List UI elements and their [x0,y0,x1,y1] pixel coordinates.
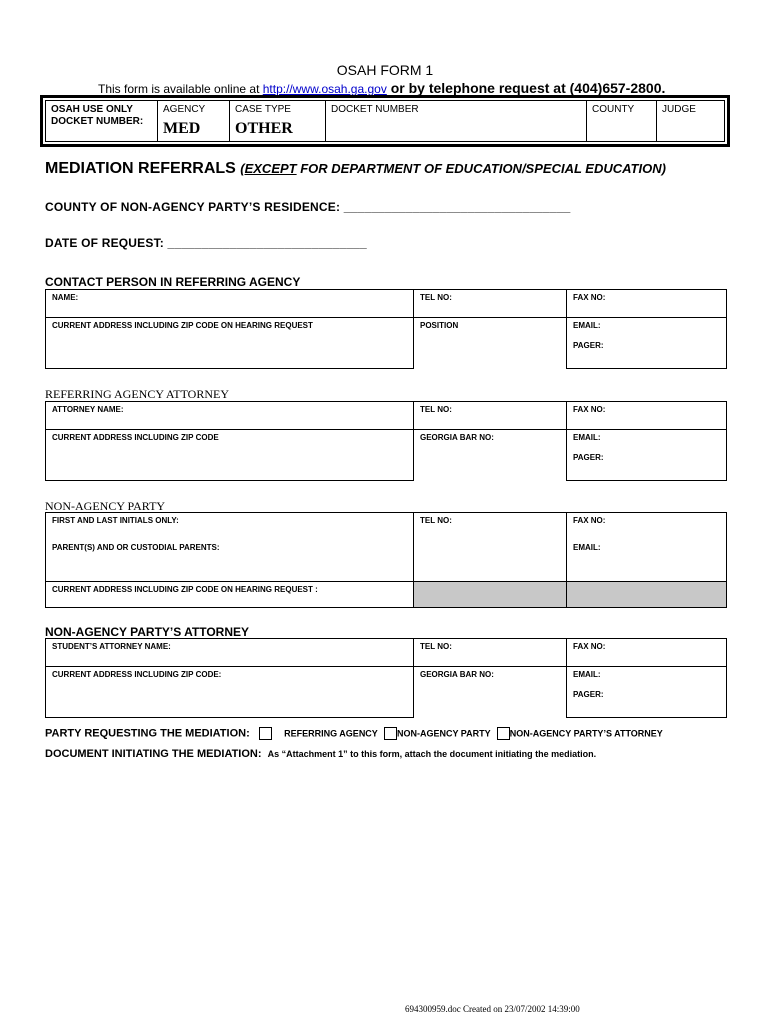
attorney-pager-label: PAGER: [573,453,604,462]
heading-rest: FOR DEPARTMENT OF EDUCATION/SPECIAL EDUCATION) [296,161,666,176]
case-type-cell [230,101,326,141]
document-footer: 694300959.doc Created on 23/07/2002 14:39:00 [405,1004,580,1014]
attorney-email-pager-field[interactable] [566,429,727,481]
agency-label: AGENCY [163,104,206,115]
date-of-request-field[interactable]: DATE OF REQUEST: _____________________________ [45,236,367,250]
non-agency-attorney-heading: NON-AGENCY PARTY’S ATTORNEY [45,625,250,639]
non-agency-attorney-checkbox[interactable] [497,727,510,740]
docket-number-label: DOCKET NUMBER: [51,116,144,127]
contact-position-field[interactable] [413,317,567,369]
osah-use-cell [46,101,158,141]
nap-attorney-email-pager-field[interactable] [566,666,727,718]
non-agency-tel-label: TEL NO: [420,516,452,525]
non-agency-heading: NON-AGENCY PARTY [45,499,166,513]
student-attorney-name-label: STUDENT’S ATTORNEY NAME: [52,642,171,651]
judge-label: JUDGE [662,104,696,115]
main-heading-text: MEDIATION REFERRALS [45,160,241,177]
non-agency-address-label: CURRENT ADDRESS INCLUDING ZIP CODE ON HEARING REQUEST : [52,585,318,594]
county-cell[interactable] [587,101,657,141]
student-attorney-name-field[interactable] [45,638,414,667]
contact-name-label: NAME: [52,293,79,302]
document-initiating-note: As “Attachment 1” to this form, attach the document initiating the mediation. [267,749,597,759]
non-agency-table [45,512,727,608]
availability-phone: or by telephone request at (404)657-2800. [386,80,666,96]
referring-agency-option: REFERRING AGENCY [284,728,378,739]
non-agency-tel-field[interactable] [413,512,567,582]
attorney-bar-field[interactable] [413,429,567,481]
nap-attorney-bar-field[interactable] [413,666,567,718]
non-agency-parents-label: PARENT(S) AND OR CUSTODIAL PARENTS: [52,543,220,552]
attorney-table [45,401,727,481]
attorney-bar-label: GEORGIA BAR NO: [420,433,494,442]
non-agency-party-option: NON-AGENCY PARTY [396,728,491,739]
nap-attorney-fax-label: FAX NO: [573,642,606,651]
agency-value: MED [163,120,201,137]
referring-agency-checkbox[interactable] [259,727,272,740]
case-type-value: OTHER [235,120,293,137]
document-initiating-row [45,748,596,760]
non-agency-attorney-option: NON-AGENCY PARTY’S ATTORNEY [509,728,663,739]
attorney-name-field[interactable] [45,401,414,430]
nap-attorney-address-field[interactable] [45,666,414,718]
nap-attorney-address-label: CURRENT ADDRESS INCLUDING ZIP CODE: [52,670,222,679]
form-title: OSAH FORM 1 [336,62,434,78]
contact-address-field[interactable] [45,317,414,369]
attorney-fax-field[interactable] [566,401,727,430]
non-agency-initials-field[interactable] [45,512,414,582]
shaded-cell [413,581,567,608]
heading-except: (EXCEPT [240,161,297,176]
contact-fax-label: FAX NO: [573,293,606,302]
contact-tel-label: TEL NO: [420,293,452,302]
county-residence-field[interactable]: COUNTY OF NON-AGENCY PARTY’S RESIDENCE: _________________________________ [45,200,571,214]
osah-website-link[interactable]: http://www.osah.ga.gov [262,82,387,96]
non-agency-email-label: EMAIL: [573,543,601,552]
contact-fax-field[interactable] [566,289,727,318]
non-agency-attorney-table [45,638,727,718]
county-label: COUNTY [592,104,635,115]
availability-prefix: This form is available online at [98,82,263,96]
non-agency-fax-email-field[interactable] [566,512,727,582]
attorney-tel-field[interactable] [413,401,567,430]
contact-table [45,289,727,369]
document-initiating-label: DOCUMENT INITIATING THE MEDIATION: [45,748,262,760]
osah-use-only-label: OSAH USE ONLY [51,104,133,115]
nap-attorney-tel-label: TEL NO: [420,642,452,651]
nap-attorney-email-label: EMAIL: [573,670,601,679]
party-requesting-row [45,727,663,740]
agency-cell [158,101,230,141]
availability-note [98,80,665,96]
shaded-cell [566,581,727,608]
contact-name-field[interactable] [45,289,414,318]
non-agency-address-field[interactable] [45,581,414,608]
contact-heading: CONTACT PERSON IN REFERRING AGENCY [45,275,301,289]
contact-position-label: POSITION [420,321,459,330]
osah-use-box [40,95,730,147]
non-agency-fax-label: FAX NO: [573,516,606,525]
main-heading [45,160,666,178]
attorney-address-field[interactable] [45,429,414,481]
nap-attorney-pager-label: PAGER: [573,690,604,699]
attorney-email-label: EMAIL: [573,433,601,442]
docket-number-header: DOCKET NUMBER [331,104,419,115]
attorney-address-label: CURRENT ADDRESS INCLUDING ZIP CODE [52,433,219,442]
docket-number-cell[interactable] [326,101,587,141]
contact-tel-field[interactable] [413,289,567,318]
case-type-label: CASE TYPE [235,104,291,115]
non-agency-initials-label: FIRST AND LAST INITIALS ONLY: [52,516,179,525]
party-requesting-label: PARTY REQUESTING THE MEDIATION: [45,727,250,740]
nap-attorney-bar-label: GEORGIA BAR NO: [420,670,494,679]
attorney-tel-label: TEL NO: [420,405,452,414]
nap-attorney-fax-field[interactable] [566,638,727,667]
attorney-name-label: ATTORNEY NAME: [52,405,124,414]
contact-address-label: CURRENT ADDRESS INCLUDING ZIP CODE ON HEARING REQUEST [52,321,313,330]
attorney-fax-label: FAX NO: [573,405,606,414]
judge-cell[interactable] [657,101,724,141]
contact-pager-label: PAGER: [573,341,604,350]
contact-email-pager-field[interactable] [566,317,727,369]
non-agency-party-checkbox[interactable] [384,727,397,740]
contact-email-label: EMAIL: [573,321,601,330]
attorney-heading: REFERRING AGENCY ATTORNEY [45,387,230,401]
nap-attorney-tel-field[interactable] [413,638,567,667]
